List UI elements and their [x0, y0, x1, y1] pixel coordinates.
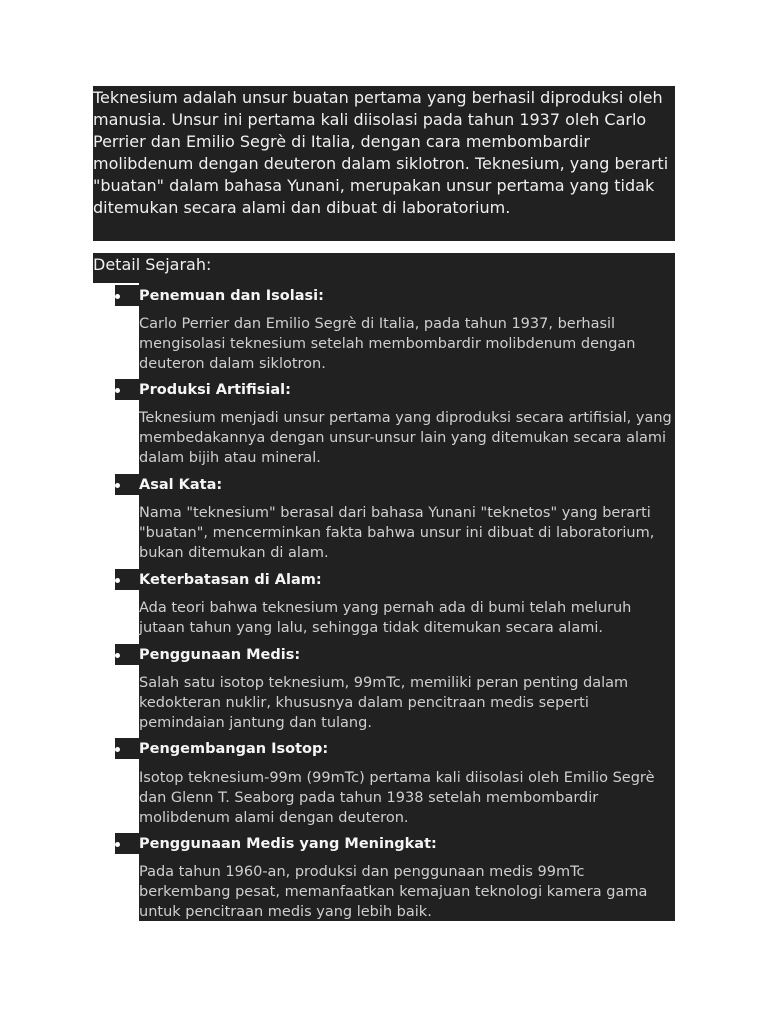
section-heading: Detail Sejarah:: [93, 255, 212, 274]
bullet-marker: [115, 833, 139, 854]
bullet-marker: [115, 738, 139, 759]
bullet-marker: [115, 569, 139, 590]
bullet-dot-icon: [115, 483, 120, 488]
list-item-description: Pada tahun 1960-an, produksi dan penggunaan medis 99mTc berkembang pesat, memanfaatkan kemajuan teknologi kamera gama untuk pencitraan medis yang lebih baik.: [139, 864, 648, 920]
list-item-title: Penemuan dan Isolasi:: [139, 288, 324, 304]
bullet-marker: [115, 285, 139, 306]
list-item-title: Penggunaan Medis yang Meningkat:: [139, 836, 437, 852]
list-item-title: Produksi Artifisial:: [139, 382, 291, 398]
list-item-description: Isotop teknesium-99m (99mTc) pertama kali diisolasi oleh Emilio Segrè dan Glenn T. Seaborg pada tahun 1938 setelah membombardir molibdenum alami dengan deuteron.: [139, 770, 655, 826]
bullet-dot-icon: [115, 294, 120, 299]
bullet-dot-icon: [115, 653, 120, 658]
list-item-description: Ada teori bahwa teknesium yang pernah ada di bumi telah meluruh jutaan tahun yang lalu, sehingga tidak ditemukan secara alami.: [139, 600, 632, 636]
list-item-title: Keterbatasan di Alam:: [139, 572, 322, 588]
list-item-title: Pengembangan Isotop:: [139, 741, 329, 757]
list-item-description: Salah satu isotop teknesium, 99mTc, memiliki peran penting dalam kedokteran nuklir, khususnya dalam pencitraan medis seperti pemindaian jantung dan tulang.: [139, 675, 629, 731]
bullet-dot-icon: [115, 578, 120, 583]
bullet-dot-icon: [115, 388, 120, 393]
list-item-title: Asal Kata:: [139, 477, 223, 493]
bullet-dot-icon: [115, 747, 120, 752]
bullet-marker: [115, 379, 139, 400]
list-item-description: Nama "teknesium" berasal dari bahasa Yunani "teknetos" yang berarti "buatan", mencerminkan fakta bahwa unsur ini dibuat di laboratorium, bukan ditemukan di alam.: [139, 505, 655, 561]
intro-paragraph: Teknesium adalah unsur buatan pertama yang berhasil diproduksi oleh manusia. Unsur ini pertama kali diisolasi pada tahun 1937 oleh Carlo Perrier dan Emilio Segrè di Italia, dengan cara membombardir molibdenum dengan deuteron dalam siklotron. Teknesium, yang berarti "buatan" dalam bahasa Yunani, merupakan unsur pertama yang tidak ditemukan secara alami dan dibuat di laboratorium.: [93, 88, 669, 217]
bullet-marker: [115, 644, 139, 665]
list-item-description: Teknesium menjadi unsur pertama yang diproduksi secara artifisial, yang membedakannya dengan unsur-unsur lain yang ditemukan secara alami dalam bijih atau mineral.: [139, 410, 672, 466]
list-item-title: Penggunaan Medis:: [139, 647, 301, 663]
bullet-dot-icon: [115, 842, 120, 847]
list-item-description: Carlo Perrier dan Emilio Segrè di Italia, pada tahun 1937, berhasil mengisolasi teknesium setelah membombardir molibdenum dengan deuteron dalam siklotron.: [139, 316, 636, 372]
bullet-marker: [115, 474, 139, 495]
